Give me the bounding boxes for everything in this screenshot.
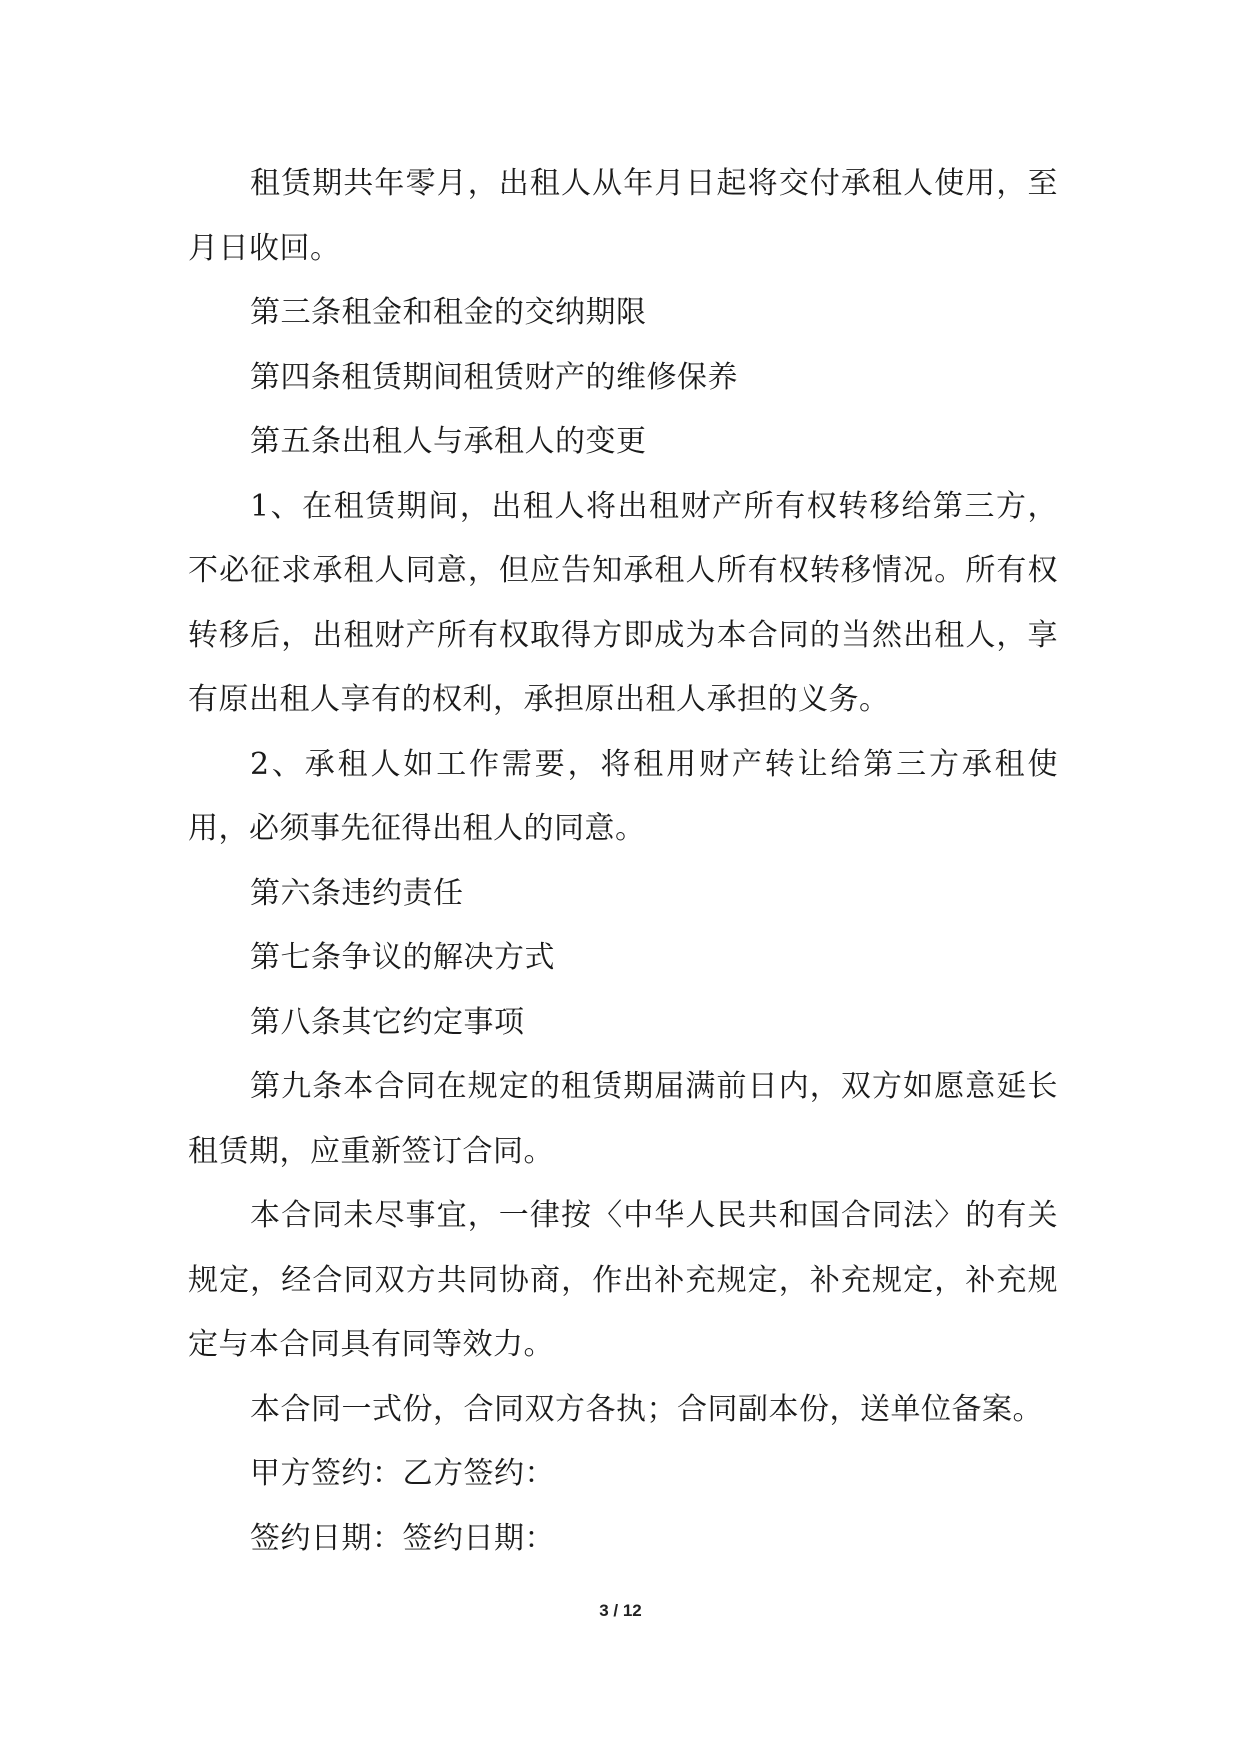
lease-term-paragraph: 租赁期共年零月，出租人从年月日起将交付承租人使用，至月日收回。 <box>188 166 1058 266</box>
contract-body <box>188 152 1058 1571</box>
article-8-heading: 第八条其它约定事项 <box>250 1004 525 1040</box>
page-number: 3 / 12 <box>599 1601 642 1620</box>
article-9-paragraph: 第九条本合同在规定的租赁期届满前日内，双方如愿意延长租赁期，应重新签订合同。 <box>188 1069 1058 1169</box>
article-6-heading: 第六条违约责任 <box>250 875 464 911</box>
article-5-clause-2: 2、承租人如工作需要，将租用财产转让给第三方承租使用，必须事先征得出租人的同意。 <box>188 746 1058 846</box>
article-5-heading: 第五条出租人与承租人的变更 <box>250 424 647 459</box>
article-5-clause-1: 1、在租赁期间，出租人将出租财产所有权转移给第三方，不必征求承租人同意，但应告知承租人所有权转移情况。所有权转移后，出租财产所有权取得方即成为本合同的当然出租人，享有原出租人享有的权利，承担原出租人承担的义务。 <box>188 488 1058 717</box>
article-7-heading: 第七条争议的解决方式 <box>250 940 555 975</box>
signing-date-line: 签约日期：签约日期： <box>250 1520 555 1556</box>
copies-paragraph: 本合同一式份，合同双方各执；合同副本份，送单位备案。 <box>250 1391 1043 1427</box>
article-3-heading: 第三条租金和租金的交纳期限 <box>250 295 647 330</box>
signature-line: 甲方签约：乙方签约： <box>250 1456 555 1491</box>
supplementary-terms-paragraph: 本合同未尽事宜，一律按〈中华人民共和国合同法〉的有关规定，经合同双方共同协商，作出补充规定，补充规定，补充规定与本合同具有同等效力。 <box>188 1198 1058 1362</box>
article-4-heading: 第四条租赁期间租赁财产的维修保养 <box>250 359 738 395</box>
